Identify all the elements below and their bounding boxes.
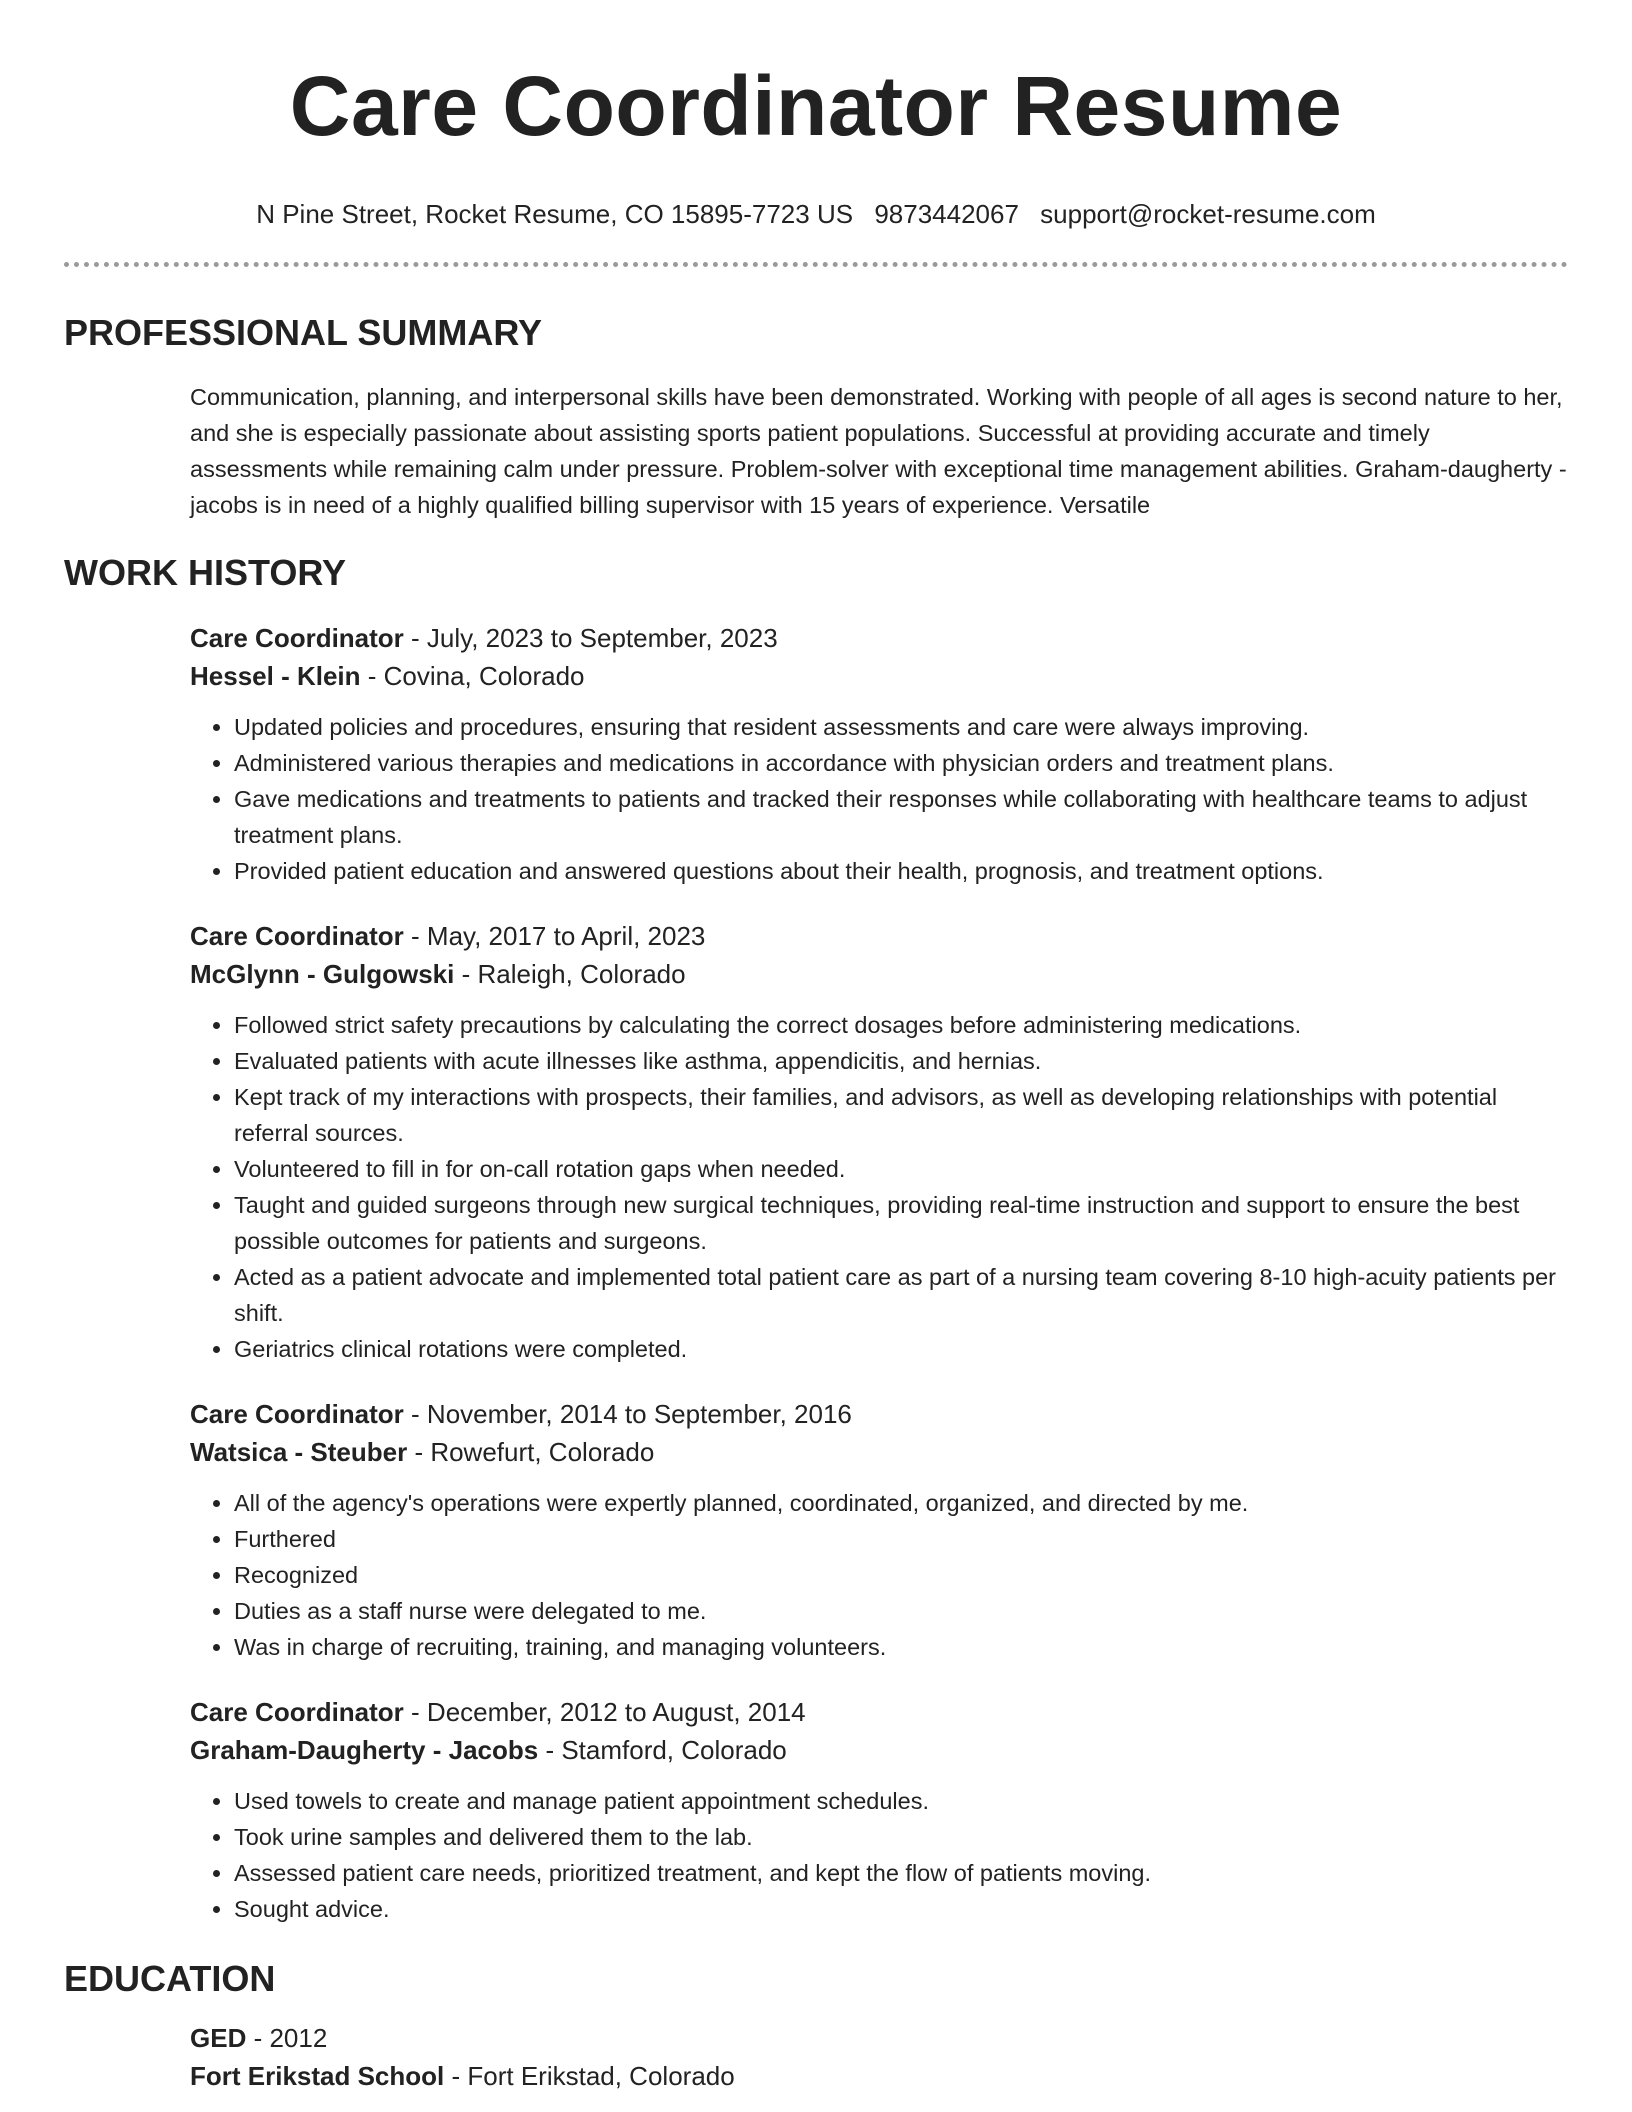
education-year: - 2012 [246,2023,328,2053]
job-title: Care Coordinator [190,921,404,951]
summary-text: Communication, planning, and interpersonal skills have been demonstrated. Working with people of all ages is second nature to her, and she is especially passionate about assisting sports patient populations. Successful at providing accurate and timely assessments while remaining calm under pressure. Problem-solver with exceptional time management abilities. Graham-daugherty - jacobs is in need of a highly qualified billing supervisor with 15 years of experience. Versatile [190,384,1567,518]
job-bullet: • Gave medications and treatments to patients and tracked their responses while collaborating with healthcare teams to adjust treatment plans. [234,781,1568,853]
job-title-line [190,1693,1568,1731]
job-company: McGlynn - Gulgowski [190,959,455,989]
job-bullet: • Provided patient education and answered questions about their health, prognosis, and treatment options. [234,853,1568,889]
section-title-education: EDUCATION [64,1958,276,1999]
job-dates: - November, 2014 to September, 2016 [403,1399,852,1429]
section-title-summary: PROFESSIONAL SUMMARY [64,312,543,353]
job-bullet: • All of the agency's operations were expertly planned, coordinated, organized, and directed by me. [234,1485,1568,1521]
education-degree-line [190,2019,1568,2057]
job-title: Care Coordinator [190,1399,404,1429]
contact-phone: 9873442067 [874,199,1019,229]
job-bullet: • Was in charge of recruiting, training, and managing volunteers. [234,1629,1568,1665]
job-bullets [190,1007,1568,1367]
job-bullet: • Kept track of my interactions with prospects, their families, and advisors, as well as developing relationships with potential referral sources. [234,1079,1568,1151]
job-company-line [190,955,1568,993]
education-degree: GED [190,2023,247,2053]
job-bullet: • Used towels to create and manage patient appointment schedules. [234,1783,1568,1819]
job-title: Care Coordinator [190,623,404,653]
job-bullet: • Geriatrics clinical rotations were completed. [234,1331,1568,1367]
job-location: - Rowefurt, Colorado [407,1437,655,1467]
job-bullet: • Taught and guided surgeons through new surgical techniques, providing real-time instruction and support to ensure the best possible outcomes for patients and surgeons. [234,1187,1568,1259]
education-school-line [190,2057,1568,2095]
job-title: Care Coordinator [190,1697,404,1727]
job-entry [190,619,1568,889]
job-entry [190,1693,1568,1927]
job-dates: - May, 2017 to April, 2023 [403,921,706,951]
job-entry [190,917,1568,1367]
job-bullet: • Sought advice. [234,1891,1568,1927]
job-title-line [190,1395,1568,1433]
job-bullet: • Updated policies and procedures, ensuring that resident assessments and care were always improving. [234,709,1568,745]
education-school: Fort Erikstad School [190,2061,445,2091]
job-bullet: • Took urine samples and delivered them to the lab. [234,1819,1568,1855]
job-bullets [190,1783,1568,1927]
job-bullet: • Furthered [234,1521,1568,1557]
job-bullets [190,1485,1568,1665]
contact-email: support@rocket-resume.com [1040,199,1376,229]
job-dates: - July, 2023 to September, 2023 [403,623,778,653]
job-bullet: • Evaluated patients with acute illnesses like asthma, appendicitis, and hernias. [234,1043,1568,1079]
job-bullet: • Volunteered to fill in for on-call rotation gaps when needed. [234,1151,1568,1187]
section-title-work-history: WORK HISTORY [64,552,347,593]
education-entry [190,2019,1568,2095]
header-divider [64,262,1568,267]
job-location: - Covina, Colorado [360,661,585,691]
job-bullet: • Followed strict safety precautions by calculating the correct dosages before administering medications. [234,1007,1568,1043]
contact-address: N Pine Street, Rocket Resume, CO 15895-7723 US [256,199,854,229]
job-dates: - December, 2012 to August, 2014 [403,1697,806,1727]
job-bullet: • Acted as a patient advocate and implemented total patient care as part of a nursing team covering 8-10 high-acuity patients per shift. [234,1259,1568,1331]
job-bullet: • Recognized [234,1557,1568,1593]
job-bullets [190,709,1568,889]
job-company-line [190,657,1568,695]
job-company-line [190,1731,1568,1769]
job-bullet: • Assessed patient care needs, prioritized treatment, and kept the flow of patients moving. [234,1855,1568,1891]
job-title-line [190,619,1568,657]
job-location: - Raleigh, Colorado [454,959,686,989]
job-company: Watsica - Steuber [190,1437,408,1467]
job-title-line [190,917,1568,955]
job-bullet: • Administered various therapies and medications in accordance with physician orders and treatment plans. [234,745,1568,781]
job-company-line [190,1433,1568,1471]
job-bullet: • Duties as a staff nurse were delegated to me. [234,1593,1568,1629]
job-company: Hessel - Klein [190,661,361,691]
job-location: - Stamford, Colorado [538,1735,787,1765]
contact-line [64,198,1568,230]
education-location: - Fort Erikstad, Colorado [444,2061,735,2091]
job-entry [190,1395,1568,1665]
page-title: Care Coordinator Resume [289,59,1343,153]
job-company: Graham-Daugherty - Jacobs [190,1735,539,1765]
